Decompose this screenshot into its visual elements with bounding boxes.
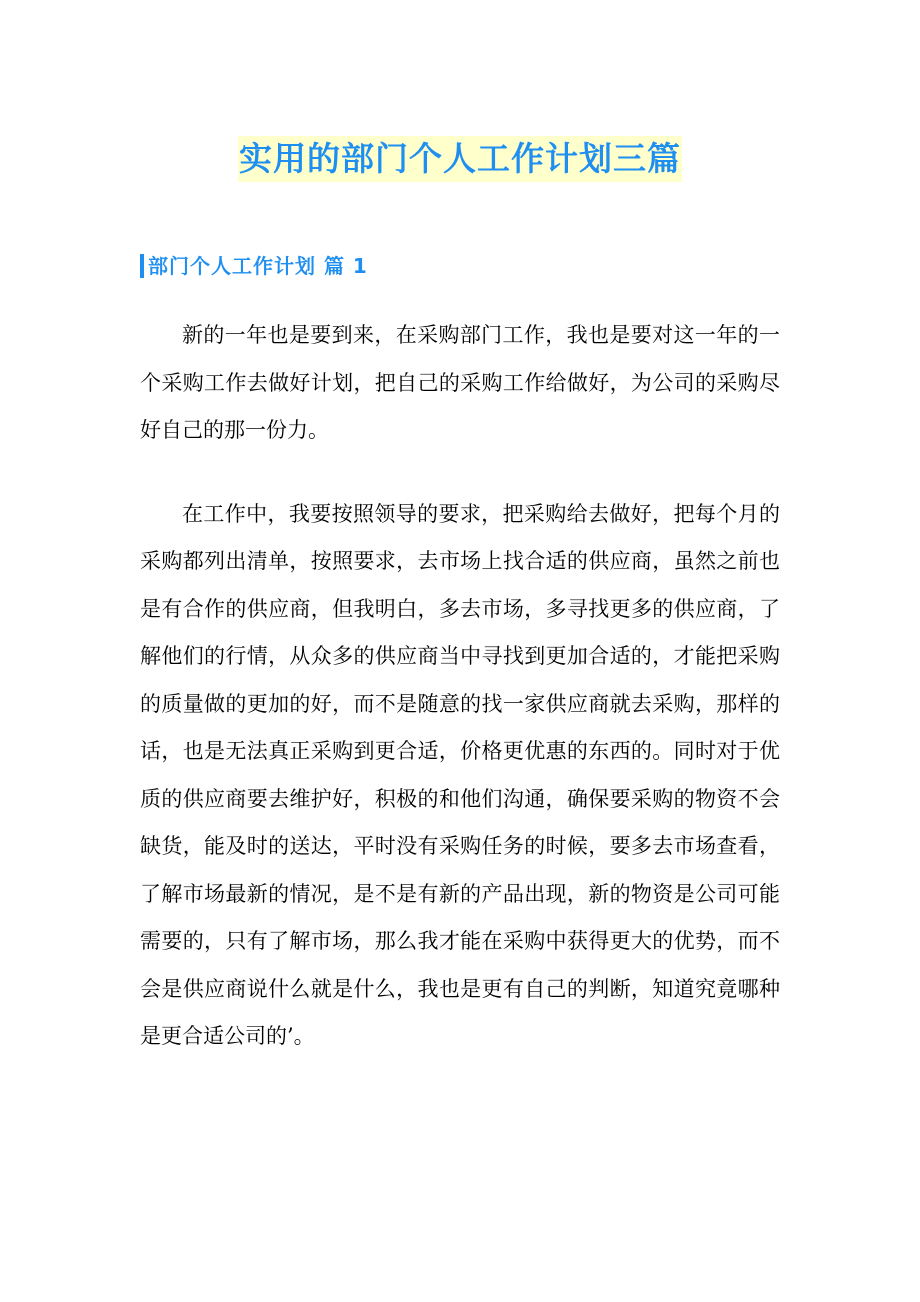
section-heading xyxy=(140,253,368,279)
title-container xyxy=(0,136,920,182)
heading-marker-bar xyxy=(140,254,144,278)
paragraph-2: 在工作中，我要按照领导的要求，把采购给去做好，把每个月的采购都列出清单，按照要求，去市场上找合适的供应商，虽然之前也是有合作的供应商，但我明白，多去市场，多寻找更多的供应商，了解他们的行情，从众多的供应商当中寻找到更加合适的，才能把采购的质量做的更加的好，而不是随意的找一家供应商就去采购，那样的话，也是无法真正采购到更合适，价格更优惠的东西的。同时对于优质的供应商要去维护好，积极的和他们沟通，确保要采购的物资不会缺货，能及时的送达，平时没有采购任务的时候，要多去市场查看，了解市场最新的情况，是不是有新的产品出现，新的物资是公司可能需要的，只有了解市场，那么我才能在采购中获得更大的优势，而不会是供应商说什么就是什么，我也是更有自己的判断，知道究竟哪种是更合适公司的’。 xyxy=(140,501,780,1048)
document-body xyxy=(140,312,780,1097)
section-heading-text: 部门个人工作计划 篇 1 xyxy=(148,254,368,278)
document-title: 实用的部门个人工作计划三篇 xyxy=(238,136,682,182)
paragraph-1: 新的一年也是要到来，在采购部门工作，我也是要对这一年的一个采购工作去做好计划，把自己的采购工作给做好，为公司的采购尽好自己的那一份力。 xyxy=(140,323,780,442)
